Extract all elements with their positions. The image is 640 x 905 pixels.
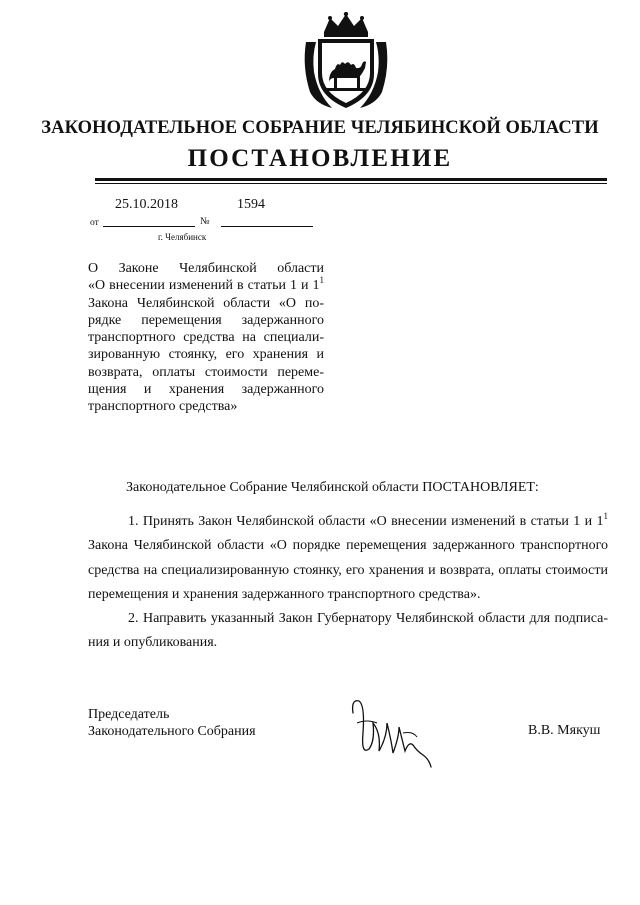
decree-statement: Законодательное Собрание Челябинской области ПОСТАНОВЛЯЕТ: <box>126 480 539 495</box>
document-type-title: ПОСТАНОВЛЕНИЕ <box>187 145 453 172</box>
paragraph-2 <box>88 607 608 656</box>
subject-line: транспортного средства на специали- <box>88 330 324 346</box>
date-prefix-label: от <box>90 218 99 228</box>
paragraph-1 <box>88 510 608 607</box>
subject-line: возврата, оплаты стоимости переме- <box>88 364 324 380</box>
organization-title: ЗАКОНОДАТЕЛЬНОЕ СОБРАНИЕ ЧЕЛЯБИНСКОЙ ОБЛАСТИ <box>41 118 599 138</box>
subject-line-with-sup <box>88 277 324 294</box>
paragraph-line: 2. Направить указанный Закон Губернатору Челябинской области для подписа- <box>128 611 608 626</box>
number-prefix-label: № <box>200 216 210 227</box>
coat-of-arms-emblem <box>302 12 390 112</box>
date-underline <box>103 226 195 227</box>
paragraph-line: ния и опубликования. <box>88 635 218 651</box>
header-rule-thick <box>95 178 607 181</box>
handwritten-signature <box>343 693 443 775</box>
superscript: 1 <box>319 275 324 286</box>
paragraph-line: 1. Принять Закон Челябинской области «О внесении изменений в статьи 1 и 1 <box>128 514 604 529</box>
paragraph-line-with-sup <box>88 510 608 534</box>
subject-line: Закона Челябинской области «О по- <box>88 295 324 311</box>
city-label: г. Челябинск <box>158 232 207 242</box>
position-line: Председатель <box>88 707 170 722</box>
subject-line: зированную стоянку, его хранения и <box>88 347 324 363</box>
paragraph-line: перемещения и хранения задержанного транспортного средства». <box>88 586 481 602</box>
subject-line: щения и хранения задержанного <box>88 382 324 398</box>
subject-line: О Законе Челябинской области <box>88 261 324 276</box>
signatory-position <box>88 706 256 740</box>
subject-line: рядке перемещения задержанного <box>88 312 324 328</box>
position-line: Законодательного Собрания <box>88 724 256 739</box>
document-date: 25.10.2018 <box>115 197 178 212</box>
paragraph-line: средства на специализированную стоянку, его хранения и возврата, оплаты стоимости <box>88 562 608 578</box>
subject-block <box>88 260 324 416</box>
header-rule-thin <box>95 183 607 184</box>
paragraph-line: Закона Челябинской области «О порядке перемещения задержанного транспортного <box>88 538 608 554</box>
superscript: 1 <box>603 511 608 521</box>
signatory-name: В.В. Мякуш <box>528 723 601 738</box>
document-number: 1594 <box>237 197 265 212</box>
subject-line: транспортного средства» <box>88 399 238 415</box>
subject-line: «О внесении изменений в статьи 1 и 1 <box>88 278 320 294</box>
number-underline <box>221 226 313 227</box>
